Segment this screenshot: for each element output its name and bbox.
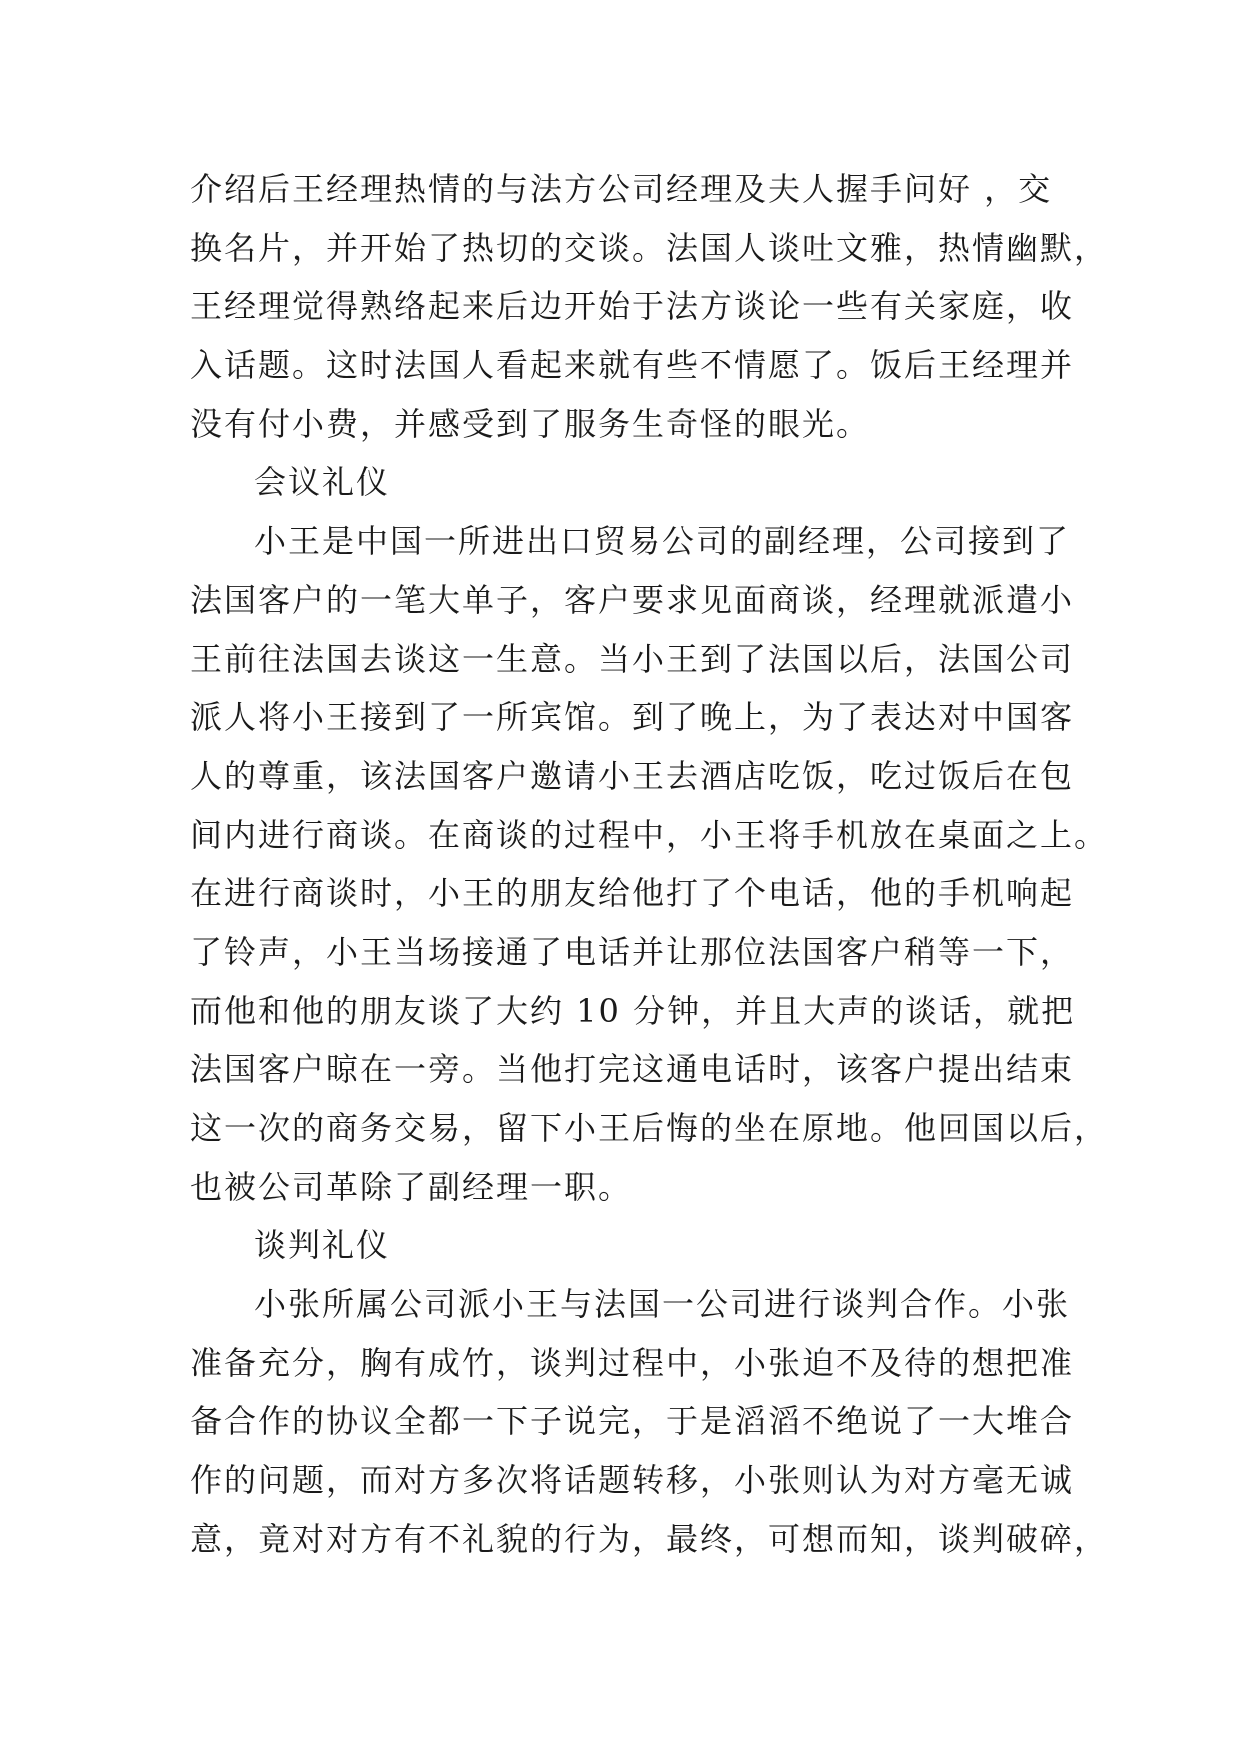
text-line: 了铃声，小王当场接通了电话并让那位法国客户稍等一下，: [190, 932, 1075, 971]
text-line: 在进行商谈时，小王的朋友给他打了个电话，他的手机响起: [190, 874, 1075, 913]
text-line: 法国客户晾在一旁。当他打完这通电话时，该客户提出结束: [190, 1050, 1075, 1089]
text-line: 派人将小王接到了一所宾馆。到了晚上，为了表达对中国客: [190, 698, 1075, 737]
text-line: 人的尊重，该法国客户邀请小王去酒店吃饭，吃过饭后在包: [190, 756, 1075, 795]
section-heading-negotiation: 谈判礼仪: [254, 1226, 391, 1265]
text-line: 介绍后王经理热情的与法方公司经理及夫人握手问好 ，交: [190, 170, 1053, 208]
text-line: 这一次的商务交易，留下小王后悔的坐在原地。他回国以后，: [190, 1109, 1109, 1147]
text-line: 王经理觉得熟络起来后边开始于法方谈论一些有关家庭，收: [190, 287, 1075, 326]
text-line: 没有付小费，并感受到了服务生奇怪的眼光。: [190, 404, 871, 443]
text-line: 法国客户的一笔大单子，客户要求见面商谈，经理就派遣小: [190, 580, 1075, 619]
text-line: 间内进行商谈。在商谈的过程中，小王将手机放在桌面之上。: [190, 815, 1109, 854]
text-line: 王前往法国去谈这一生意。当小王到了法国以后，法国公司: [190, 639, 1075, 678]
text-line: 意，竟对对方有不礼貌的行为，最终，可想而知，谈判破碎，: [190, 1519, 1109, 1558]
text-line: 准备充分，胸有成竹，谈判过程中，小张迫不及待的想把准: [190, 1343, 1075, 1382]
text-line: 作的问题，而对方多次将话题转移，小张则认为对方毫无诚: [190, 1461, 1075, 1500]
section-heading-meeting: 会议礼仪: [254, 463, 391, 502]
text-line: 也被公司革除了副经理一职。: [190, 1167, 633, 1206]
text-line: 入话题。这时法国人看起来就有些不情愿了。饭后王经理并: [190, 346, 1075, 385]
document-page: [190, 160, 1109, 1569]
text-line: 而他和他的朋友谈了大约 10 分钟，并且大声的谈话，就把: [190, 991, 1076, 1030]
text-line: 备合作的协议全都一下子说完，于是滔滔不绝说了一大堆合: [190, 1402, 1075, 1441]
text-line: 小王是中国一所进出口贸易公司的副经理，公司接到了: [254, 522, 1071, 561]
text-line: 换名片，并开始了热切的交谈。法国人谈吐文雅，热情幽默，: [190, 228, 1109, 267]
text-line: 小张所属公司派小王与法国一公司进行谈判合作。小张: [254, 1285, 1071, 1324]
